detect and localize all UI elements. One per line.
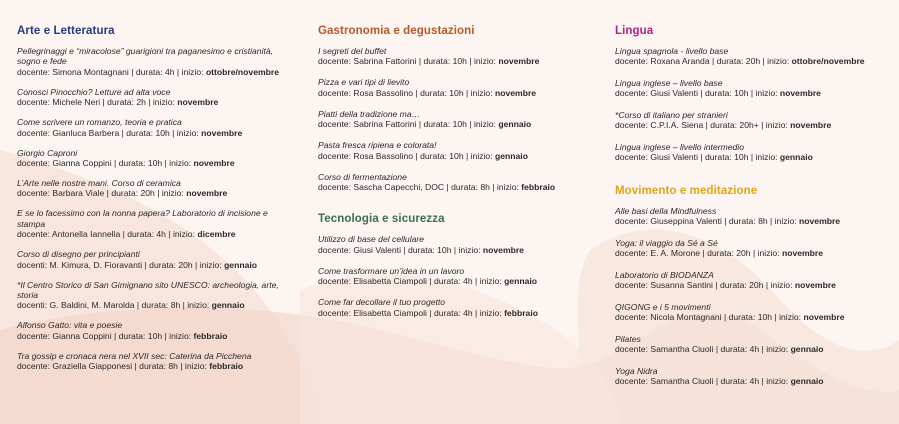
teacher-label: docente: — [318, 87, 351, 98]
start-value: ottobre/novembre — [791, 56, 865, 67]
duration-value: 10h — [449, 150, 464, 161]
teacher-label: docente: — [17, 361, 50, 372]
duration-label: durata: — [141, 300, 169, 311]
duration-value: 10h — [757, 312, 773, 323]
course-details: docente: Elisabetta Ciampoli | durata: 4h | inizio: febbraio — [318, 307, 538, 318]
start-label: inizio: — [757, 248, 780, 259]
teacher-name: Giusi Valenti — [353, 244, 401, 255]
duration-label: durata: — [433, 307, 461, 318]
teacher-label: docente: — [318, 244, 351, 255]
duration-value: 4h — [463, 307, 473, 318]
course-entry — [17, 148, 297, 169]
course-title: Pellegrinaggi e “miracolose” guarigioni tra paganesimo e cristianità, sogno e fede — [17, 46, 274, 67]
course-entry — [615, 206, 895, 227]
duration-label: durata: — [705, 152, 732, 163]
course-entry — [615, 270, 895, 291]
section-title-tecnologia: Tecnologia e sicurezza — [318, 213, 445, 226]
start-value: dicembre — [197, 229, 236, 240]
start-value: gennaio — [498, 119, 532, 130]
start-label: inizio: — [161, 188, 184, 199]
teacher-label: docente: — [615, 216, 648, 227]
course-title: Come far decollare il tuo progetto — [318, 297, 446, 308]
course-entry — [17, 87, 297, 108]
teacher-name: Gianna Coppini — [52, 158, 112, 169]
start-label: inizio: — [755, 88, 778, 99]
course-title: I segreti del buffet — [318, 46, 387, 56]
course-details: docente: Samantha Ciuoli | durata: 4h | inizio: gennaio — [615, 376, 824, 387]
start-value: febbraio — [193, 330, 228, 341]
course-entry — [17, 249, 297, 270]
course-details: docenti: M. Kimura, D. Fioravanti | durata: 20h | inizio: gennaio — [17, 259, 258, 270]
column-gastronomia-tecnologia — [318, 0, 598, 318]
duration-label: durata: — [710, 120, 738, 131]
course-entry — [615, 78, 895, 99]
start-value: novembre — [177, 97, 219, 108]
duration-label: durata: — [451, 182, 478, 193]
duration-label: durata: — [705, 88, 732, 99]
start-label: inizio: — [470, 87, 493, 98]
course-details: docente: Sabrina Fattorini | durata: 10h | inizio: novembre — [318, 56, 540, 67]
course-title: Piatti della tradizione ma… — [318, 108, 421, 119]
start-value: novembre — [193, 158, 235, 169]
duration-value: 4h — [463, 276, 473, 287]
start-value: novembre — [186, 188, 228, 199]
course-title: Pilates — [615, 333, 641, 344]
start-label: inizio: — [479, 307, 502, 318]
duration-label: durata: — [423, 119, 451, 130]
duration-value: 10h — [452, 56, 467, 67]
duration-value: 10h — [449, 87, 464, 98]
teacher-name: Nicola Montagnani — [650, 312, 722, 323]
start-label: inizio: — [765, 120, 788, 131]
duration-label: durata: — [107, 97, 134, 108]
start-value: febbraio — [504, 307, 538, 318]
start-label: inizio: — [184, 361, 207, 372]
duration-label: durata: — [149, 259, 176, 270]
course-entry — [17, 280, 297, 311]
course-entry — [615, 366, 895, 387]
course-details: docente: Giusi Valenti | durata: 10h | inizio: novembre — [318, 244, 524, 255]
start-value: febbraio — [521, 182, 556, 193]
start-value: gennaio — [224, 259, 258, 270]
duration-value: 20h+ — [739, 120, 759, 131]
start-value: gennaio — [790, 376, 824, 387]
teacher-label: docente: — [615, 56, 648, 67]
course-entry — [17, 117, 297, 138]
duration-value: 20h — [749, 280, 764, 291]
start-label: inizio: — [770, 280, 793, 291]
course-details: docente: Roxana Aranda | durata: 20h | inizio: ottobre/novembre — [615, 56, 865, 67]
course-title: Lingua inglese – livello intermedio — [615, 142, 744, 152]
duration-label: durata: — [118, 330, 146, 341]
start-value: novembre — [779, 88, 821, 99]
start-value: novembre — [781, 248, 824, 259]
teacher-label: docente: — [318, 56, 351, 67]
start-value: febbraio — [209, 361, 244, 372]
start-label: inizio: — [473, 119, 496, 130]
start-value: gennaio — [790, 344, 824, 355]
course-details: docente: Sascha Capecchi, DOC | durata: 8h | inizio: febbraio — [318, 182, 556, 193]
start-value: gennaio — [504, 276, 538, 287]
course-title: Come trasformare un’idea in un lavoro — [318, 265, 465, 276]
column-lingua-movimento — [615, 0, 895, 387]
teacher-label: docente: — [318, 307, 351, 318]
start-label: inizio: — [496, 182, 519, 193]
teacher-label: docente: — [17, 188, 50, 199]
course-title: Tra gossip e cronaca nera nel XVII sec: Caterina da Picchena — [17, 350, 252, 361]
teacher-name: Rosa Bassolino — [353, 150, 414, 161]
course-details: docente: Rosa Bassolino | durata: 10h | inizio: gennaio — [318, 150, 528, 161]
course-details: docente: C.P.I.A. Siena | durata: 20h+ | inizio: novembre — [615, 120, 832, 131]
course-details: docente: Antonella Iannella | durata: 4h | inizio: dicembre — [17, 229, 236, 240]
duration-value: 10h — [734, 88, 749, 99]
start-label: inizio: — [473, 56, 496, 67]
duration-label: durata: — [135, 66, 163, 77]
course-entry — [17, 46, 297, 77]
teacher-label: docente: — [615, 344, 648, 355]
start-label: inizio: — [172, 229, 195, 240]
teacher-label: docente: — [17, 127, 50, 138]
teacher-label: docente: — [17, 66, 50, 77]
teacher-name: C.P.I.A. Siena — [650, 120, 704, 131]
section-title-lingua: Lingua — [615, 25, 654, 37]
course-entry — [318, 266, 598, 287]
course-details: docente: Graziella Giapponesi | durata: 8h | inizio: febbraio — [17, 361, 244, 372]
teacher-name: Antonella Iannella — [51, 229, 121, 240]
course-details: docenti: G. Baldini, M. Marolda | durata: 8h | inizio: gennaio — [17, 300, 245, 311]
duration-label: durata: — [139, 361, 166, 372]
course-details: docente: Gianna Coppini | durata: 10h | inizio: novembre — [17, 158, 235, 169]
teacher-label: docente: — [17, 158, 50, 169]
teacher-label: docente: — [615, 312, 648, 323]
teacher-name: M. Kimura, D. Fioravanti — [49, 259, 143, 270]
course-details: docente: E. A. Morone | durata: 20h | inizio: novembre — [615, 248, 824, 259]
teacher-name: Samantha Ciuoli — [650, 344, 714, 355]
duration-label: durata: — [716, 56, 744, 67]
start-label: inizio: — [774, 216, 797, 227]
duration-value: 10h — [155, 127, 170, 138]
teacher-label: docente: — [318, 182, 351, 193]
column-arte — [17, 0, 297, 372]
teacher-label: docente: — [615, 376, 648, 387]
course-title: Yoga Nidra — [615, 365, 658, 376]
duration-label: durata: — [719, 280, 747, 291]
course-details: docente: Gianna Coppini | durata: 10h | inizio: febbraio — [17, 330, 228, 341]
course-title: Come scrivere un romanzo, teoria e pratica — [17, 117, 182, 128]
course-title: Conosci Pinocchio? Letture ad alta voce — [17, 86, 171, 97]
teacher-label: docente: — [615, 88, 648, 99]
section-title-arte: Arte e Letteratura — [17, 25, 115, 37]
start-value: novembre — [803, 312, 845, 323]
duration-value: 8h — [480, 182, 490, 193]
duration-value: 4h — [164, 66, 175, 77]
course-title: Corso di fermentazione — [318, 171, 407, 182]
course-entry — [615, 302, 895, 323]
course-title: E se lo facessimo con la nonna papera? Laboratorio di incisione e stampa — [17, 208, 268, 229]
course-entry — [17, 320, 297, 341]
course-entry — [318, 109, 598, 130]
course-title: Giorgio Caproni — [17, 147, 78, 158]
course-title: Laboratorio di BIODANZA — [615, 269, 714, 280]
course-details: docente: Michele Neri | durata: 2h | inizio: novembre — [17, 97, 219, 108]
course-title: Pasta fresca ripiena e colorata! — [318, 140, 437, 151]
teacher-name: Giusi Valenti — [650, 88, 698, 99]
teacher-label: docente: — [318, 119, 351, 130]
start-label: inizio: — [479, 276, 502, 287]
course-title: L’Arte nelle nostre mani. Corso di ceramica — [17, 178, 181, 189]
course-title: *Il Centro Storico di San Gimignano sito UNESCO: archeologia, arte, storia — [17, 279, 279, 301]
duration-label: durata: — [728, 216, 756, 227]
duration-value: 10h — [147, 158, 163, 169]
duration-label: durata: — [707, 248, 734, 259]
course-entry — [17, 208, 297, 239]
teacher-label: docente: — [615, 152, 648, 163]
teacher-name: E. A. Morone — [650, 248, 701, 259]
course-entry — [17, 178, 297, 199]
course-entry — [615, 110, 895, 131]
duration-value: 2h — [136, 97, 146, 108]
start-label: inizio: — [470, 150, 493, 161]
start-label: inizio: — [766, 376, 789, 387]
duration-value: 20h — [140, 188, 155, 199]
teacher-name: Giuseppina Valenti — [650, 216, 722, 227]
start-label: inizio: — [767, 56, 790, 67]
start-label: inizio: — [176, 127, 199, 138]
course-details: docente: Sabrina Fattorini | durata: 10h | inizio: gennaio — [318, 119, 532, 130]
course-list-lingua — [615, 46, 895, 163]
course-details: docente: Samantha Ciuoli | durata: 4h | inizio: gennaio — [615, 344, 824, 355]
course-title: Yoga: il viaggio da Sé a Sé — [615, 237, 718, 248]
course-entry — [318, 172, 598, 193]
teacher-label: docente: — [615, 280, 648, 291]
course-entry — [318, 234, 598, 255]
section-title-gastronomia: Gastronomia e degustazioni — [318, 25, 475, 37]
start-label: inizio: — [199, 259, 222, 270]
section-title-movimento: Movimento e meditazione — [615, 184, 758, 197]
start-label: inizio: — [181, 66, 204, 77]
course-entry — [615, 142, 895, 163]
start-value: novembre — [498, 56, 540, 67]
duration-value: 4h — [156, 229, 166, 240]
teacher-label: docente: — [17, 330, 50, 341]
duration-label: durata: — [433, 276, 461, 287]
start-value: novembre — [799, 216, 841, 227]
teacher-name: Graziella Giapponesi — [52, 361, 133, 372]
duration-value: 20h — [745, 56, 761, 67]
teacher-name: Samantha Ciuoli — [650, 376, 714, 387]
duration-label: durata: — [720, 344, 748, 355]
start-label: inizio: — [766, 344, 789, 355]
teacher-name: Roxana Aranda — [650, 56, 710, 67]
start-value: ottobre/novembre — [205, 66, 279, 77]
course-details: docente: Nicola Montagnani | durata: 10h | inizio: novembre — [615, 312, 845, 323]
course-entry — [318, 140, 598, 161]
duration-value: 20h — [178, 259, 193, 270]
course-list-movimento — [615, 206, 895, 387]
teacher-label: docente: — [615, 120, 648, 131]
teacher-name: G. Baldini, M. Marolda — [49, 300, 135, 311]
start-value: novembre — [495, 87, 537, 98]
teacher-name: Sascha Capecchi, DOC — [353, 182, 445, 193]
course-entry — [615, 46, 895, 67]
teacher-label: docenti: — [17, 259, 48, 270]
duration-label: durata: — [127, 229, 155, 240]
teacher-label: docente: — [318, 150, 351, 161]
course-details: docente: Barbara Viale | durata: 20h | inizio: novembre — [17, 188, 228, 199]
duration-label: durata: — [420, 87, 447, 98]
start-value: novembre — [482, 244, 524, 255]
course-entry — [615, 334, 895, 355]
course-list-arte — [17, 46, 297, 372]
teacher-label: docenti: — [17, 300, 48, 311]
duration-value: 4h — [749, 344, 760, 355]
teacher-name: Elisabetta Ciampoli — [353, 276, 427, 287]
course-list-tecnologia — [318, 234, 598, 318]
course-entry — [17, 351, 297, 372]
teacher-label: docente: — [17, 229, 50, 240]
teacher-name: Sabrina Fattorini — [353, 56, 417, 67]
course-list-gastronomia — [318, 46, 598, 192]
duration-value: 8h — [170, 300, 181, 311]
duration-value: 10h — [147, 330, 163, 341]
teacher-name: Michele Neri — [52, 97, 101, 108]
course-title: QIGONG e i 5 movimenti — [615, 301, 711, 312]
duration-value: 4h — [749, 376, 760, 387]
course-title: Alle basi della Mindfulness — [615, 205, 717, 216]
course-title: *Corso di italiano per stranieri — [615, 110, 728, 120]
duration-label: durata: — [420, 150, 447, 161]
course-title: Lingua spagnola - livello base — [615, 46, 729, 56]
course-entry — [318, 46, 598, 67]
teacher-label: docente: — [318, 276, 351, 287]
duration-label: durata: — [408, 244, 435, 255]
course-entry — [318, 297, 598, 318]
start-value: gennaio — [495, 150, 528, 161]
course-entry — [615, 238, 895, 259]
course-details: docente: Gianluca Barbera | durata: 10h | inizio: novembre — [17, 127, 243, 138]
course-entry — [318, 77, 598, 98]
duration-label: durata: — [728, 312, 756, 323]
teacher-name: Gianluca Barbera — [52, 127, 120, 138]
duration-value: 10h — [452, 119, 467, 130]
duration-label: durata: — [720, 376, 748, 387]
course-title: Utilizzo di base del cellulare — [318, 234, 425, 245]
course-title: Pizza e vari tipi di lievito — [318, 77, 410, 88]
start-label: inizio: — [755, 152, 778, 163]
teacher-name: Gianna Coppini — [52, 330, 112, 341]
course-details: docente: Susanna Santini | durata: 20h | inizio: novembre — [615, 280, 836, 291]
course-details: docente: Giusi Valenti | durata: 10h | inizio: novembre — [615, 88, 821, 99]
teacher-name: Giusi Valenti — [650, 152, 698, 163]
teacher-name: Barbara Viale — [52, 188, 105, 199]
teacher-name: Elisabetta Ciampoli — [353, 307, 427, 318]
start-label: inizio: — [169, 330, 192, 341]
teacher-label: docente: — [615, 248, 648, 259]
course-title: Lingua inglese – livello base — [615, 78, 723, 88]
duration-value: 8h — [168, 361, 178, 372]
start-label: inizio: — [152, 97, 175, 108]
start-value: gennaio — [211, 300, 245, 311]
start-label: inizio: — [458, 244, 481, 255]
duration-value: 20h — [736, 248, 751, 259]
duration-value: 10h — [734, 152, 749, 163]
teacher-name: Sabrina Fattorini — [353, 119, 417, 130]
teacher-name: Simona Montagnani — [52, 66, 129, 77]
course-details: docente: Giuseppina Valenti | durata: 8h | inizio: novembre — [615, 216, 841, 227]
teacher-name: Susanna Santini — [650, 280, 713, 291]
course-title: Corso di disegno per principianti — [17, 249, 140, 260]
course-details: docente: Rosa Bassolino | durata: 10h | inizio: novembre — [318, 87, 537, 98]
duration-value: 10h — [437, 244, 452, 255]
start-label: inizio: — [169, 158, 192, 169]
start-label: inizio: — [187, 300, 210, 311]
start-value: gennaio — [779, 152, 813, 163]
duration-label: durata: — [126, 127, 154, 138]
course-title: Alfonso Gatto: vita e poesie — [17, 320, 123, 331]
teacher-name: Rosa Bassolino — [353, 87, 414, 98]
duration-label: durata: — [118, 158, 146, 169]
course-details: docente: Giusi Valenti | durata: 10h | inizio: gennaio — [615, 152, 813, 163]
start-value: novembre — [790, 120, 832, 131]
duration-label: durata: — [423, 56, 451, 67]
start-label: inizio: — [779, 312, 802, 323]
course-details: docente: Simona Montagnani | durata: 4h | inizio: ottobre/novembre — [17, 66, 279, 77]
duration-label: durata: — [111, 188, 139, 199]
teacher-label: docente: — [17, 97, 50, 108]
start-value: novembre — [201, 127, 243, 138]
course-details: docente: Elisabetta Ciampoli | durata: 4h | inizio: gennaio — [318, 276, 538, 287]
duration-value: 8h — [758, 216, 768, 227]
start-value: novembre — [794, 280, 836, 291]
